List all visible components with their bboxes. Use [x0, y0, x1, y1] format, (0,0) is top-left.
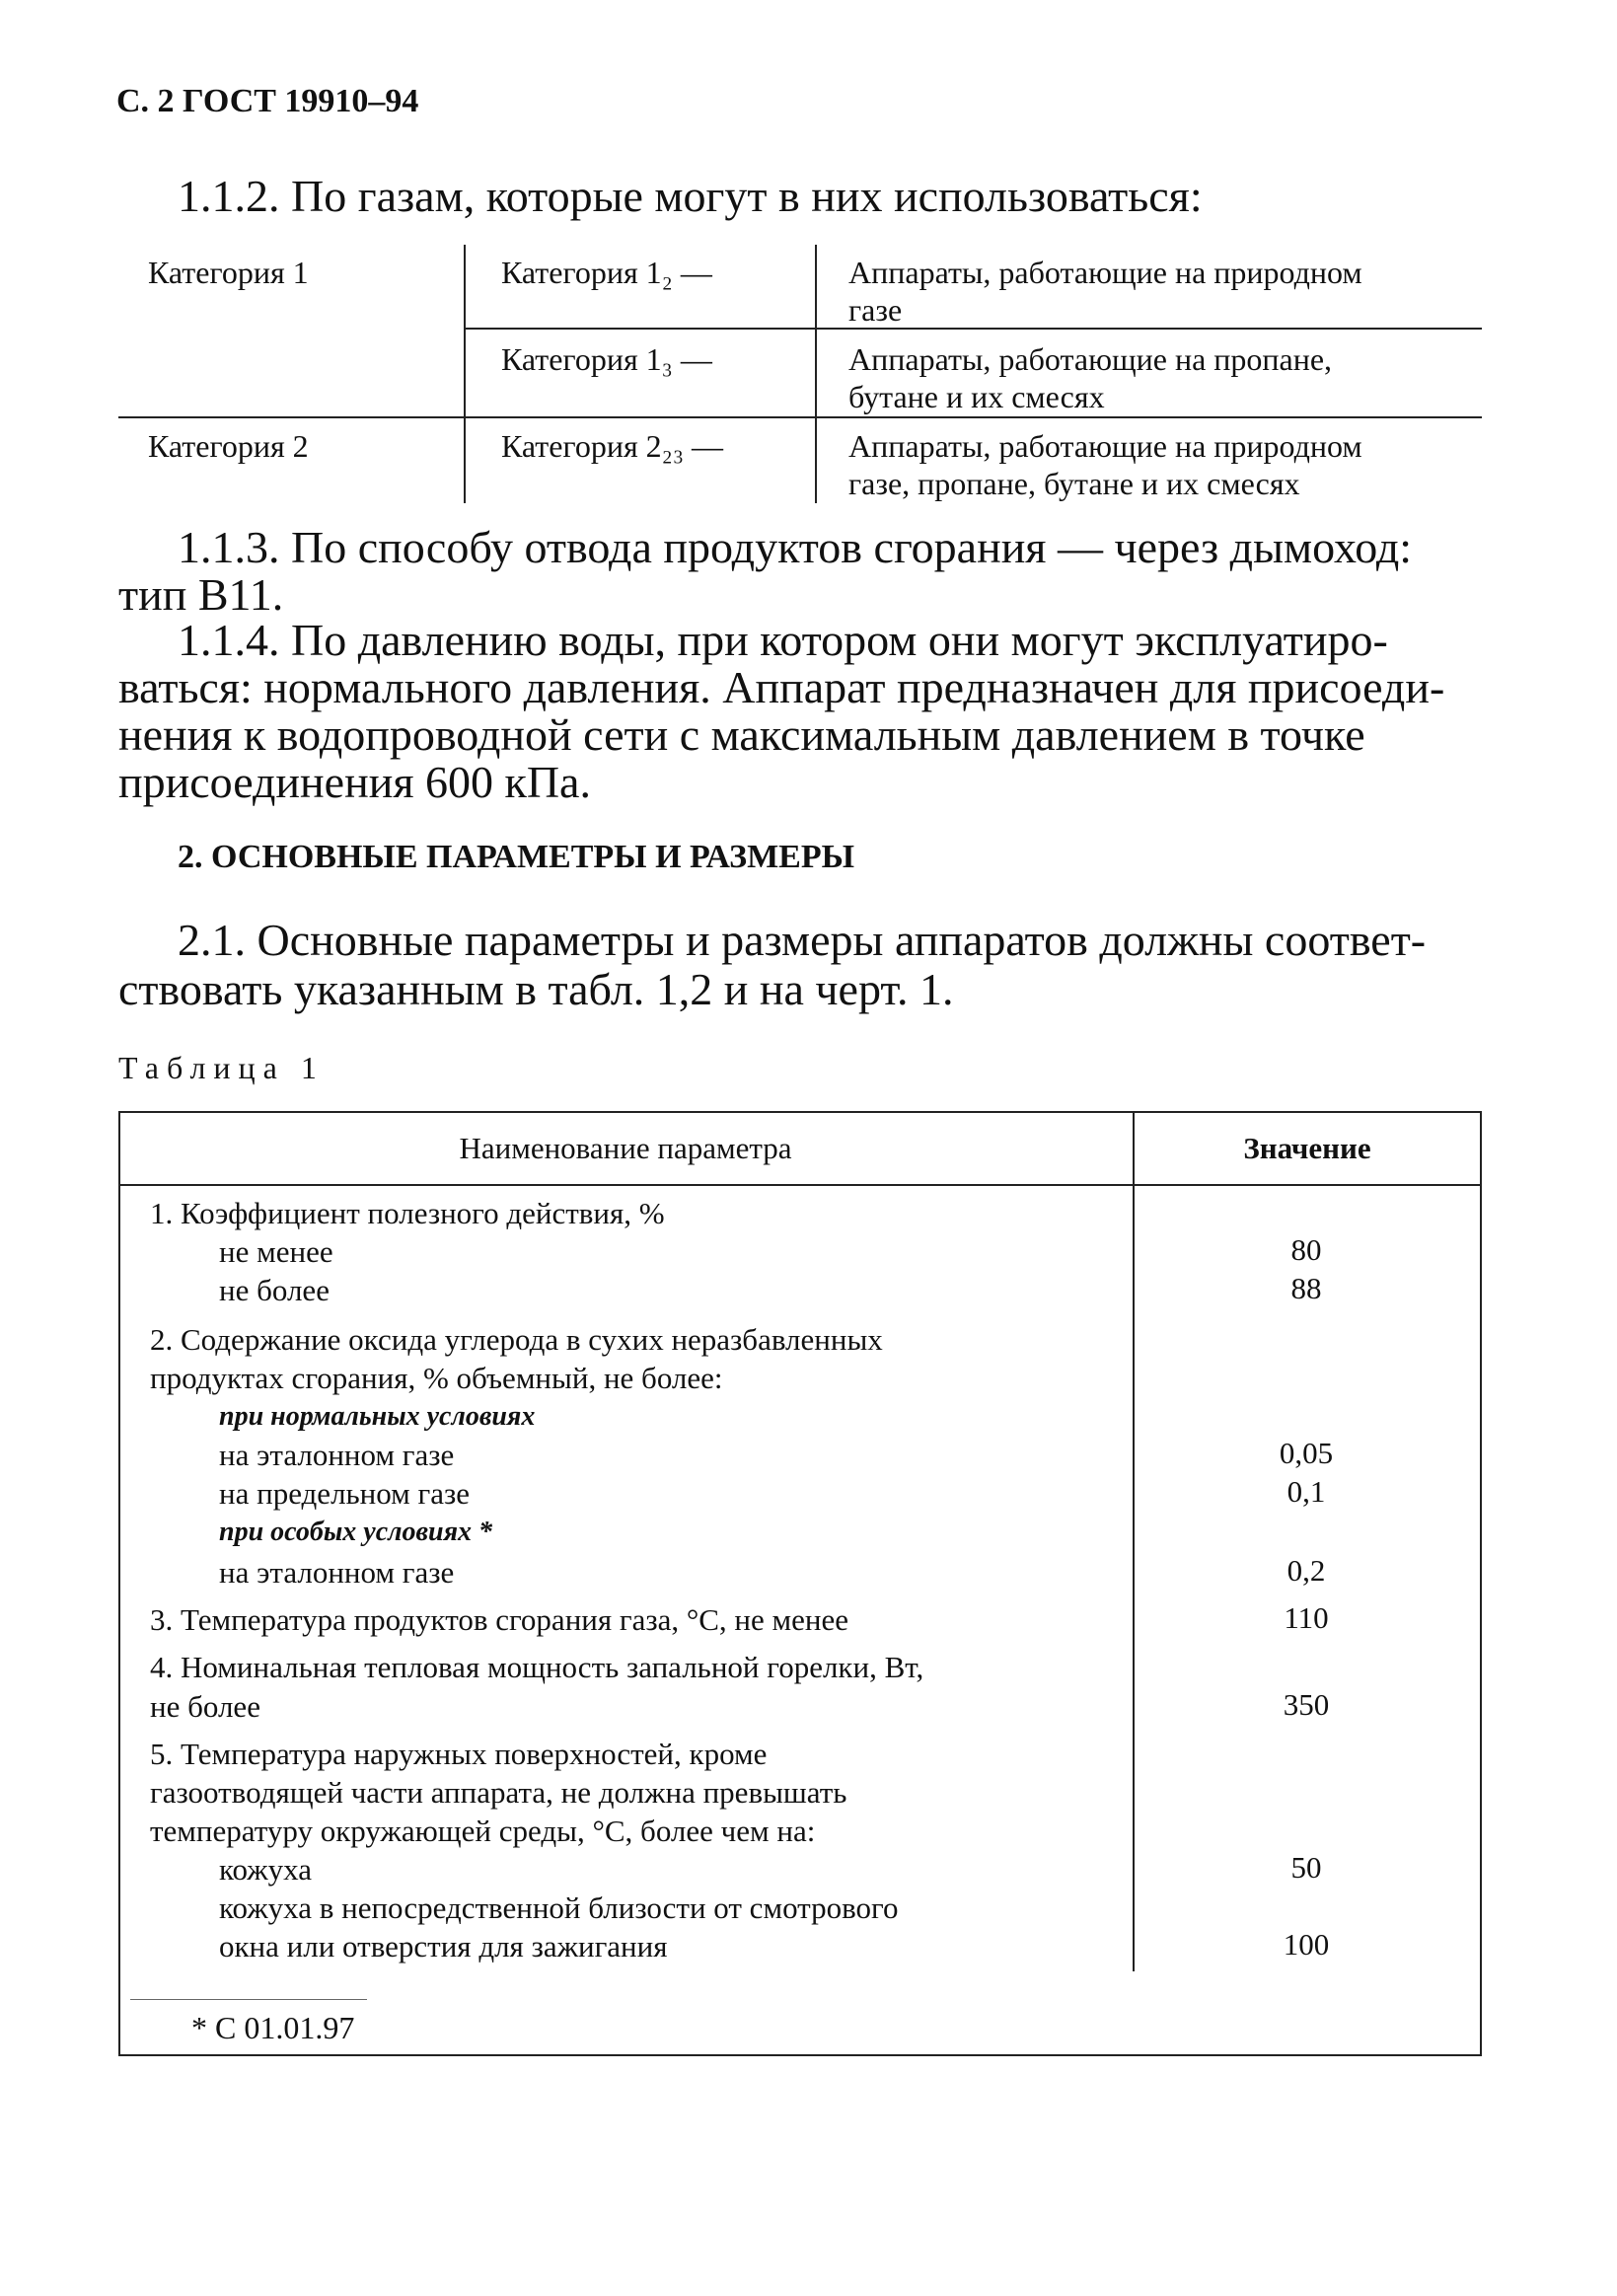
param-title: не более — [150, 1689, 260, 1724]
param-title: 4. Номинальная тепловая мощность запальной горелки, Вт, — [150, 1650, 924, 1684]
gas-description: газе, пропане, бутане и их смесях — [848, 466, 1300, 501]
param-condition: при особых условиях * — [219, 1517, 493, 1547]
param-value: 110 — [1284, 1600, 1329, 1635]
gas-description: Аппараты, работающие на природном — [848, 255, 1362, 290]
section-1-1-4-line: 1.1.4. По давлению воды, при котором они могут эксплуатиро- — [178, 615, 1388, 665]
param-title: 5. Температура наружных поверхностей, кроме — [150, 1737, 768, 1771]
gas-description: Аппараты, работающие на пропане, — [848, 341, 1333, 377]
param-title: 1. Коэффициент полезного действия, % — [150, 1196, 665, 1230]
param-subitem: окна или отверстия для зажигания — [219, 1929, 668, 1963]
section-1-1-4-line: ваться: нормального давления. Аппарат предназначен для присоеди- — [118, 662, 1445, 712]
gas-subcategory-label: Категория 1₂ — — [501, 255, 712, 290]
section-1-1-2: 1.1.2. По газам, которые могут в них использоваться: — [178, 171, 1203, 221]
param-value: 350 — [1283, 1687, 1330, 1722]
column-header-value: Значение — [1243, 1131, 1371, 1165]
param-condition: при нормальных условиях — [219, 1401, 536, 1432]
table-footnote: * С 01.01.97 — [191, 2010, 355, 2045]
section-1-1-4-line: нения к водопроводной сети с максимальным давлением в точке — [118, 709, 1365, 760]
param-subitem: кожуха — [219, 1852, 312, 1887]
gas-description: газе — [848, 292, 903, 328]
section-heading: 2. ОСНОВНЫЕ ПАРАМЕТРЫ И РАЗМЕРЫ — [178, 839, 855, 875]
param-subitem: кожуха в непосредственной близости от смотрового — [219, 1890, 899, 1925]
param-subitem: на эталонном газе — [219, 1555, 455, 1590]
param-value: 0,2 — [1286, 1553, 1326, 1588]
gas-table-rule-1 — [464, 328, 1482, 330]
gas-subcategory-label: Категория 2₂₃ — — [501, 428, 723, 464]
table-column-divider — [1133, 1111, 1135, 1971]
section-1-1-3-line: 1.1.3. По способу отвода продуктов сгорания — через дымоход: — [178, 522, 1413, 572]
gas-description: Аппараты, работающие на природном — [848, 428, 1362, 464]
param-title: 3. Температура продуктов сгорания газа, °С, не менее — [150, 1602, 849, 1637]
param-subitem: на эталонном газе — [219, 1438, 455, 1472]
param-title: температуру окружающей среды, °С, более чем на: — [150, 1814, 816, 1848]
table-right-border — [1480, 1111, 1482, 2056]
param-value: 50 — [1290, 1850, 1322, 1885]
gas-category-label: Категория 1 — [148, 255, 309, 290]
footnote-rule — [130, 1999, 367, 2000]
gas-description: бутане и их смесях — [848, 379, 1105, 414]
gas-table-divider-2 — [815, 245, 817, 503]
section-1-1-4-line: присоединения 600 кПа. — [118, 757, 591, 807]
param-title: 2. Содержание оксида углерода в сухих неразбавленных — [150, 1322, 883, 1357]
param-value: 88 — [1290, 1271, 1322, 1305]
param-title: газоотводящей части аппарата, не должна превышать — [150, 1775, 847, 1810]
section-1-1-3-line: тип B11. — [118, 569, 284, 620]
table-top-border — [118, 1111, 1482, 1113]
column-header-name: Наименование параметра — [459, 1131, 792, 1165]
table-header-rule — [118, 1184, 1482, 1186]
param-value: 0,1 — [1286, 1474, 1326, 1509]
param-title: продуктах сгорания, % объемный, не более: — [150, 1361, 723, 1395]
param-subitem: на предельном газе — [219, 1476, 471, 1511]
table-label: Таблица 1 — [118, 1050, 325, 1085]
gas-table-divider-1 — [464, 245, 466, 503]
table-bottom-border — [118, 2054, 1482, 2056]
section-2-1-line: ствовать указанным в табл. 1,2 и на черт. 1. — [118, 964, 954, 1014]
gas-category-label: Категория 2 — [148, 428, 309, 464]
param-value: 100 — [1283, 1927, 1330, 1962]
param-value: 80 — [1290, 1232, 1322, 1267]
table-left-border — [118, 1111, 120, 2056]
section-2-1-line: 2.1. Основные параметры и размеры аппаратов должны соответ- — [178, 915, 1427, 965]
gas-table-rule-2 — [118, 416, 1482, 418]
gas-subcategory-label: Категория 1₃ — — [501, 341, 712, 377]
param-subitem: не менее — [219, 1234, 333, 1269]
param-subitem: не более — [219, 1273, 330, 1307]
param-value: 0,05 — [1279, 1436, 1334, 1470]
page-header: С. 2 ГОСТ 19910–94 — [116, 83, 419, 119]
